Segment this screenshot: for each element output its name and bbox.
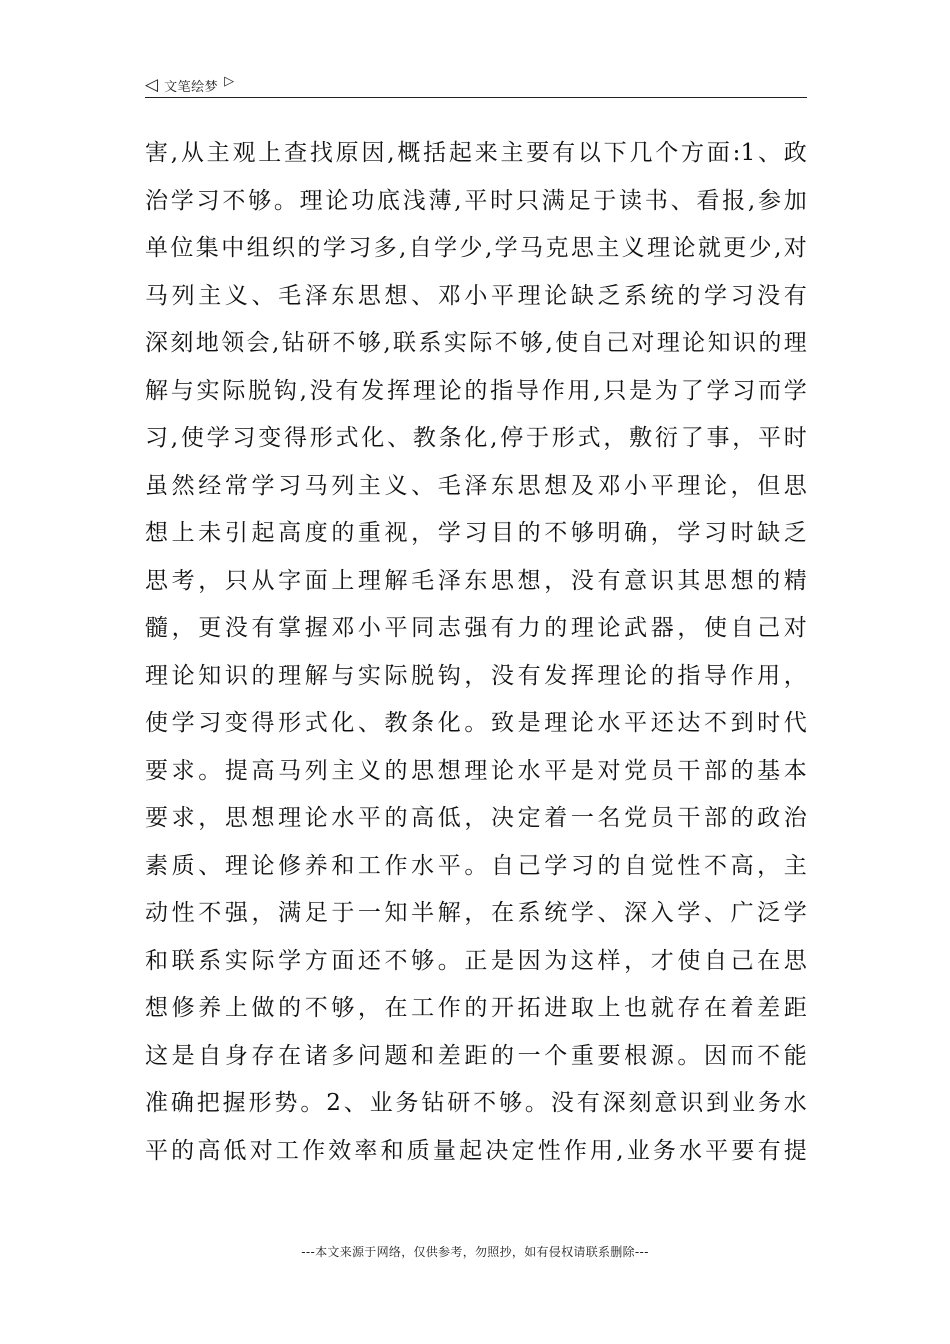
- text-line: 单位集中组织的学习多,自学少,学马克思主义理论就更少,对: [145, 235, 807, 261]
- brand-name: 文笔绘梦: [164, 79, 219, 95]
- text-line: 准确把握形势。2、业务钻研不够。没有深刻意识到业务水: [145, 1090, 807, 1116]
- text-line: 治学习不够。理论功底浅薄,平时只满足于读书、看报,参加: [145, 187, 807, 214]
- footer-notice: ---本文来源于网络，仅供参考，勿照抄，如有侵权请联系删除---: [301, 1245, 649, 1259]
- left-triangle-icon: ◁: [145, 74, 159, 95]
- text-line: 平的高低对工作效率和质量起决定性作用,业务水平要有提: [145, 1137, 807, 1164]
- text-line: 习,使学习变得形式化、教条化,停于形式，敷衍了事，平时: [145, 425, 807, 451]
- text-line: 想上未引起高度的重视，学习目的不够明确，学习时缺乏: [145, 520, 807, 546]
- text-line: 动性不强，满足于一知半解，在系统学、深入学、广泛学: [145, 900, 807, 926]
- document-body: [145, 130, 807, 1175]
- text-line: 髓，更没有掌握邓小平同志强有力的理论武器，使自己对: [145, 615, 807, 641]
- text-line: 素质、理论修养和工作水平。自己学习的自觉性不高，主: [145, 852, 807, 879]
- text-line: 思考，只从字面上理解毛泽东思想，没有意识其思想的精: [145, 567, 807, 594]
- text-line: 马列主义、毛泽东思想、邓小平理论缺乏系统的学习没有: [145, 282, 807, 309]
- text-line: 深刻地领会,钻研不够,联系实际不够,使自己对理论知识的理: [145, 330, 807, 356]
- text-line: 使学习变得形式化、教条化。致是理论水平还达不到时代: [145, 710, 807, 736]
- page-header: [145, 72, 807, 98]
- text-line: 要求，思想理论水平的高低，决定着一名党员干部的政治: [145, 805, 807, 831]
- text-line: 这是自身存在诸多问题和差距的一个重要根源。因而不能: [145, 1042, 807, 1069]
- text-line: 理论知识的理解与实际脱钩，没有发挥理论的指导作用，: [145, 662, 807, 689]
- text-line: 虽然经常学习马列主义、毛泽东思想及邓小平理论，但思: [145, 472, 807, 499]
- text-line: 要求。提高马列主义的思想理论水平是对党员干部的基本: [145, 757, 807, 784]
- text-line: 解与实际脱钩,没有发挥理论的指导作用,只是为了学习而学: [145, 377, 807, 404]
- right-triangle-icon: ▷: [224, 73, 235, 89]
- text-line: 和联系实际学方面还不够。正是因为这样，才使自己在思: [145, 947, 807, 974]
- header-divider: [145, 97, 807, 98]
- text-line: 想修养上做的不够，在工作的开拓进取上也就存在着差距: [145, 995, 807, 1021]
- text-line: 害,从主观上查找原因,概括起来主要有以下几个方面:1、政: [145, 140, 807, 166]
